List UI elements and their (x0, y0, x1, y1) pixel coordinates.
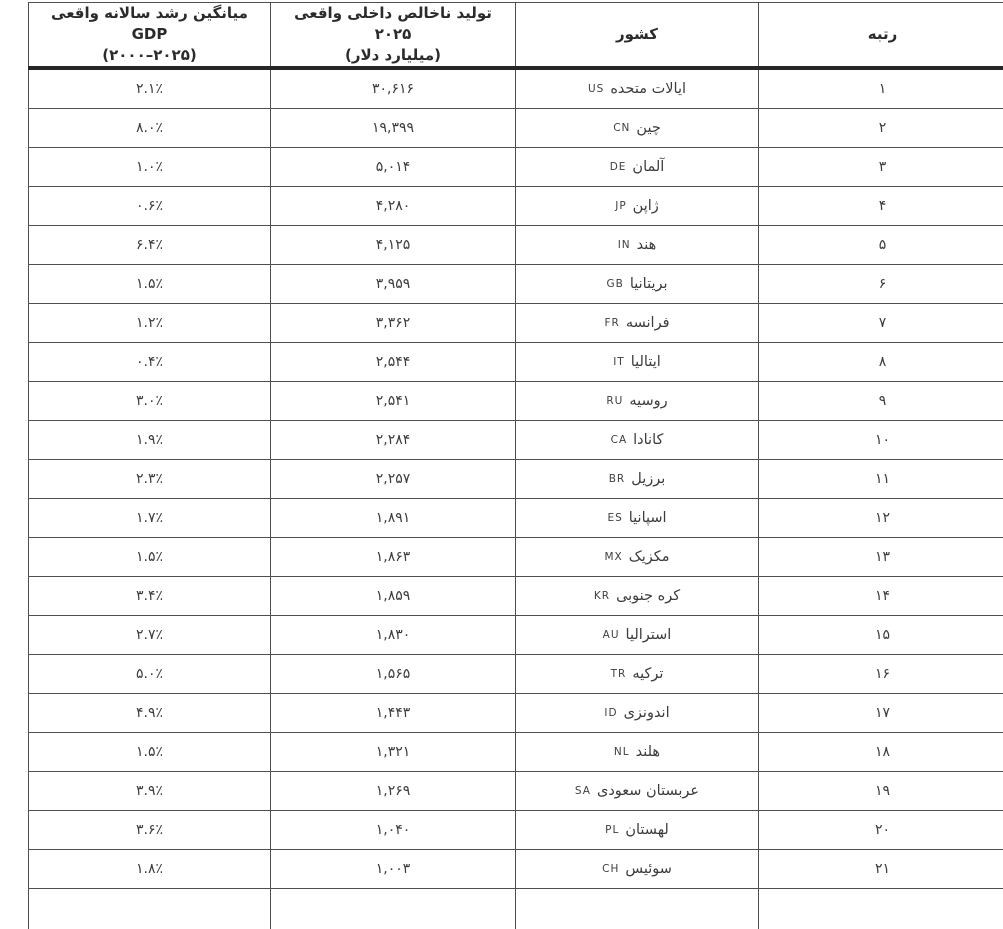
growth-header-years: (۲۰۰۰–۲۰۲۵) (35, 45, 264, 66)
country-code: AU (603, 629, 620, 641)
country-cell (516, 577, 759, 616)
country-code: KR (594, 590, 610, 602)
table-header (29, 3, 1003, 69)
rank-cell (759, 148, 1003, 187)
rank-value: ۷ (879, 315, 887, 331)
rank-value: ۱۷ (875, 705, 890, 721)
rank-header-label: رتبه (765, 24, 1000, 45)
growth-value: ۱.۲٪ (136, 315, 163, 331)
gdp-cell (271, 577, 516, 616)
gdp-cell (271, 304, 516, 343)
growth-header-line1: میانگین رشد سالانه واقعی GDP (35, 3, 264, 45)
country-name: هند (637, 237, 657, 253)
gdp-value: ۱,۰۰۳ (376, 861, 411, 877)
gdp-cell (271, 421, 516, 460)
table-row (29, 811, 1003, 850)
growth-value: ۱.۷٪ (136, 510, 163, 526)
rank-cell (759, 538, 1003, 577)
rank-cell (759, 304, 1003, 343)
rank-cell (759, 109, 1003, 148)
country-cell (516, 304, 759, 343)
country-cell (516, 109, 759, 148)
country-cell (516, 772, 759, 811)
growth-cell (29, 538, 271, 577)
country-name: آلمان (632, 159, 664, 175)
rank-value: ۱۶ (875, 666, 890, 682)
table-row (29, 577, 1003, 616)
country-code: GB (606, 278, 623, 290)
header-row (29, 3, 1003, 69)
gdp-value: ۲,۵۴۴ (376, 354, 411, 370)
rank-cell (759, 655, 1003, 694)
table-row (29, 109, 1003, 148)
rank-value: ۱۱ (875, 471, 890, 487)
country-code: IN (618, 239, 631, 251)
country-code: MX (604, 551, 622, 563)
empty-cell (271, 889, 516, 929)
gdp-value: ۲,۲۵۷ (376, 471, 411, 487)
gdp-value: ۱,۸۶۳ (376, 549, 411, 565)
country-cell (516, 187, 759, 226)
growth-cell (29, 109, 271, 148)
gdp-header-line1: تولید ناخالص داخلی واقعی ۲۰۲۵ (277, 3, 509, 45)
country-name: عربستان سعودی (597, 783, 699, 799)
gdp-value: ۱,۸۵۹ (376, 588, 411, 604)
country-code: RU (606, 395, 623, 407)
country-name: روسیه (629, 393, 667, 409)
gdp-cell (271, 265, 516, 304)
gdp-value: ۳,۹۵۹ (376, 276, 411, 292)
country-flex (522, 822, 752, 838)
country-flex (522, 549, 752, 565)
country-header-label: کشور (522, 24, 752, 45)
growth-cell (29, 694, 271, 733)
country-name: استرالیا (626, 627, 672, 643)
rank-cell (759, 68, 1003, 109)
growth-cell (29, 421, 271, 460)
rank-cell (759, 811, 1003, 850)
gdp-value: ۵,۰۱۴ (376, 159, 411, 175)
growth-value: ۰.۶٪ (136, 198, 163, 214)
country-cell (516, 421, 759, 460)
table-body (29, 68, 1003, 889)
rank-cell (759, 499, 1003, 538)
rank-cell (759, 343, 1003, 382)
table-row (29, 68, 1003, 109)
table-row (29, 460, 1003, 499)
gdp-cell (271, 187, 516, 226)
rank-value: ۶ (879, 276, 887, 292)
country-name: کره جنوبی (616, 588, 680, 604)
rank-value: ۹ (879, 393, 887, 409)
rank-value: ۱۸ (875, 744, 890, 760)
rank-cell (759, 382, 1003, 421)
country-flex (522, 393, 752, 409)
country-code: NL (614, 746, 630, 758)
country-cell (516, 538, 759, 577)
country-code: JP (615, 200, 626, 212)
empty-cell (29, 889, 271, 929)
country-flex (522, 705, 752, 721)
country-code: CN (613, 122, 630, 134)
rank-cell (759, 772, 1003, 811)
column-header-country (516, 3, 759, 69)
gdp-value: ۱,۲۶۹ (376, 783, 411, 799)
growth-cell (29, 772, 271, 811)
empty-cell (759, 889, 1003, 929)
gdp-value: ۱,۵۶۵ (376, 666, 411, 682)
growth-value: ۲.۷٪ (136, 627, 163, 643)
growth-value: ۰.۴٪ (136, 354, 163, 370)
rank-value: ۱۴ (875, 588, 890, 604)
country-flex (522, 237, 752, 253)
country-flex (522, 510, 752, 526)
country-flex (522, 432, 752, 448)
empty-cell (516, 889, 759, 929)
rank-cell (759, 421, 1003, 460)
rank-cell (759, 733, 1003, 772)
rank-value: ۲۰ (875, 822, 890, 838)
column-header-gdp (271, 3, 516, 69)
growth-value: ۱.۵٪ (136, 549, 163, 565)
rank-value: ۱ (879, 81, 887, 97)
country-name: چین (636, 120, 660, 136)
gdp-value: ۱۹,۳۹۹ (372, 120, 414, 136)
growth-cell (29, 226, 271, 265)
growth-value: ۳.۹٪ (136, 783, 163, 799)
country-name: ایالات متحده (610, 81, 686, 97)
rank-cell (759, 265, 1003, 304)
country-flex (522, 159, 752, 175)
gdp-value: ۱,۰۴۰ (376, 822, 411, 838)
table-row (29, 694, 1003, 733)
country-cell (516, 343, 759, 382)
gdp-ranking-table-wrap (28, 2, 1003, 929)
gdp-cell (271, 148, 516, 187)
growth-cell (29, 265, 271, 304)
gdp-cell (271, 616, 516, 655)
gdp-cell (271, 343, 516, 382)
growth-cell (29, 148, 271, 187)
gdp-cell (271, 772, 516, 811)
table-row (29, 265, 1003, 304)
country-cell (516, 148, 759, 187)
country-cell (516, 226, 759, 265)
table-footer-partial (29, 889, 1003, 929)
country-flex (522, 861, 752, 877)
table-row (29, 343, 1003, 382)
country-cell (516, 68, 759, 109)
gdp-value: ۱,۸۳۰ (376, 627, 411, 643)
growth-cell (29, 68, 271, 109)
growth-value: ۶.۴٪ (136, 237, 163, 253)
growth-cell (29, 850, 271, 889)
growth-value: ۴.۹٪ (136, 705, 163, 721)
table-row (29, 538, 1003, 577)
country-code: CH (602, 863, 619, 875)
country-code: ES (607, 512, 622, 524)
country-code: PL (605, 824, 619, 836)
gdp-value: ۲,۲۸۴ (376, 432, 411, 448)
country-name: سوئیس (625, 861, 672, 877)
country-code: FR (604, 317, 619, 329)
growth-value: ۱.۸٪ (136, 861, 163, 877)
rank-value: ۲۱ (875, 861, 890, 877)
gdp-value: ۱,۸۹۱ (376, 510, 411, 526)
country-name: هلند (636, 744, 660, 760)
country-flex (522, 81, 752, 97)
table-row (29, 148, 1003, 187)
rank-cell (759, 187, 1003, 226)
table-row (29, 616, 1003, 655)
growth-cell (29, 343, 271, 382)
country-flex (522, 315, 752, 331)
gdp-cell (271, 109, 516, 148)
country-name: ایتالیا (631, 354, 661, 370)
table-row (29, 226, 1003, 265)
rank-cell (759, 850, 1003, 889)
growth-cell (29, 382, 271, 421)
country-name: اندونزی (624, 705, 670, 721)
rank-cell (759, 460, 1003, 499)
country-name: لهستان (625, 822, 668, 838)
rank-value: ۱۰ (875, 432, 890, 448)
rank-value: ۱۵ (875, 627, 890, 643)
growth-cell (29, 616, 271, 655)
country-flex (522, 471, 752, 487)
growth-value: ۳.۶٪ (136, 822, 163, 838)
growth-cell (29, 499, 271, 538)
gdp-value: ۳,۳۶۲ (376, 315, 411, 331)
gdp-cell (271, 538, 516, 577)
rank-value: ۸ (879, 354, 887, 370)
gdp-cell (271, 655, 516, 694)
country-cell (516, 733, 759, 772)
table-row (29, 187, 1003, 226)
country-cell (516, 811, 759, 850)
rank-value: ۱۳ (875, 549, 890, 565)
gdp-value: ۳۰,۶۱۶ (372, 81, 414, 97)
partial-next-row (29, 889, 1003, 929)
country-code: US (588, 83, 604, 95)
table-row (29, 772, 1003, 811)
column-header-growth (29, 3, 271, 69)
country-flex (522, 588, 752, 604)
country-flex (522, 198, 752, 214)
country-name: کانادا (633, 432, 663, 448)
country-code: DE (610, 161, 627, 173)
growth-cell (29, 733, 271, 772)
gdp-cell (271, 382, 516, 421)
country-cell (516, 265, 759, 304)
country-name: بریتانیا (630, 276, 668, 292)
growth-cell (29, 460, 271, 499)
table-row (29, 850, 1003, 889)
country-cell (516, 655, 759, 694)
column-header-rank (759, 3, 1003, 69)
country-cell (516, 499, 759, 538)
gdp-value: ۲,۵۴۱ (376, 393, 411, 409)
rank-cell (759, 577, 1003, 616)
country-flex (522, 783, 752, 799)
country-cell (516, 382, 759, 421)
rank-value: ۱۹ (875, 783, 890, 799)
rank-value: ۳ (879, 159, 887, 175)
growth-value: ۵.۰٪ (136, 666, 163, 682)
growth-value: ۲.۳٪ (136, 471, 163, 487)
gdp-ranking-table (28, 2, 1003, 929)
growth-value: ۱.۰٪ (136, 159, 163, 175)
gdp-cell (271, 460, 516, 499)
country-name: فرانسه (626, 315, 670, 331)
growth-value: ۱.۹٪ (136, 432, 163, 448)
gdp-value: ۴,۱۲۵ (376, 237, 411, 253)
gdp-header-line2: (میلیارد دلار) (277, 45, 509, 66)
gdp-cell (271, 694, 516, 733)
growth-value: ۱.۵٪ (136, 744, 163, 760)
gdp-value: ۱,۴۴۳ (376, 705, 411, 721)
growth-cell (29, 187, 271, 226)
rank-cell (759, 226, 1003, 265)
gdp-cell (271, 733, 516, 772)
country-flex (522, 276, 752, 292)
country-name: اسپانیا (629, 510, 667, 526)
gdp-cell (271, 226, 516, 265)
country-code: SA (575, 785, 591, 797)
growth-cell (29, 577, 271, 616)
country-flex (522, 666, 752, 682)
gdp-value: ۴,۲۸۰ (376, 198, 411, 214)
country-flex (522, 120, 752, 136)
growth-value: ۲.۱٪ (136, 81, 163, 97)
table-row (29, 421, 1003, 460)
growth-cell (29, 811, 271, 850)
country-cell (516, 694, 759, 733)
growth-value: ۳.۴٪ (136, 588, 163, 604)
country-flex (522, 744, 752, 760)
country-code: ID (604, 707, 617, 719)
rank-cell (759, 616, 1003, 655)
country-name: برزیل (631, 471, 665, 487)
gdp-cell (271, 68, 516, 109)
country-cell (516, 460, 759, 499)
table-row (29, 655, 1003, 694)
rank-cell (759, 694, 1003, 733)
table-row (29, 382, 1003, 421)
country-code: BR (609, 473, 626, 485)
growth-value: ۳.۰٪ (136, 393, 163, 409)
gdp-cell (271, 811, 516, 850)
rank-value: ۴ (879, 198, 887, 214)
country-flex (522, 627, 752, 643)
country-cell (516, 850, 759, 889)
table-row (29, 304, 1003, 343)
gdp-cell (271, 850, 516, 889)
country-name: مکزیک (629, 549, 670, 565)
country-code: CA (611, 434, 628, 446)
gdp-cell (271, 499, 516, 538)
table-row (29, 733, 1003, 772)
gdp-value: ۱,۳۲۱ (376, 744, 411, 760)
country-name: ژاپن (633, 198, 659, 214)
table-row (29, 499, 1003, 538)
rank-value: ۵ (879, 237, 887, 253)
growth-cell (29, 655, 271, 694)
country-flex (522, 354, 752, 370)
rank-value: ۱۲ (875, 510, 890, 526)
growth-value: ۸.۰٪ (136, 120, 163, 136)
country-code: IT (613, 356, 625, 368)
rank-value: ۲ (879, 120, 887, 136)
growth-cell (29, 304, 271, 343)
country-cell (516, 616, 759, 655)
country-name: ترکیه (632, 666, 663, 682)
growth-value: ۱.۵٪ (136, 276, 163, 292)
country-code: TR (611, 668, 627, 680)
